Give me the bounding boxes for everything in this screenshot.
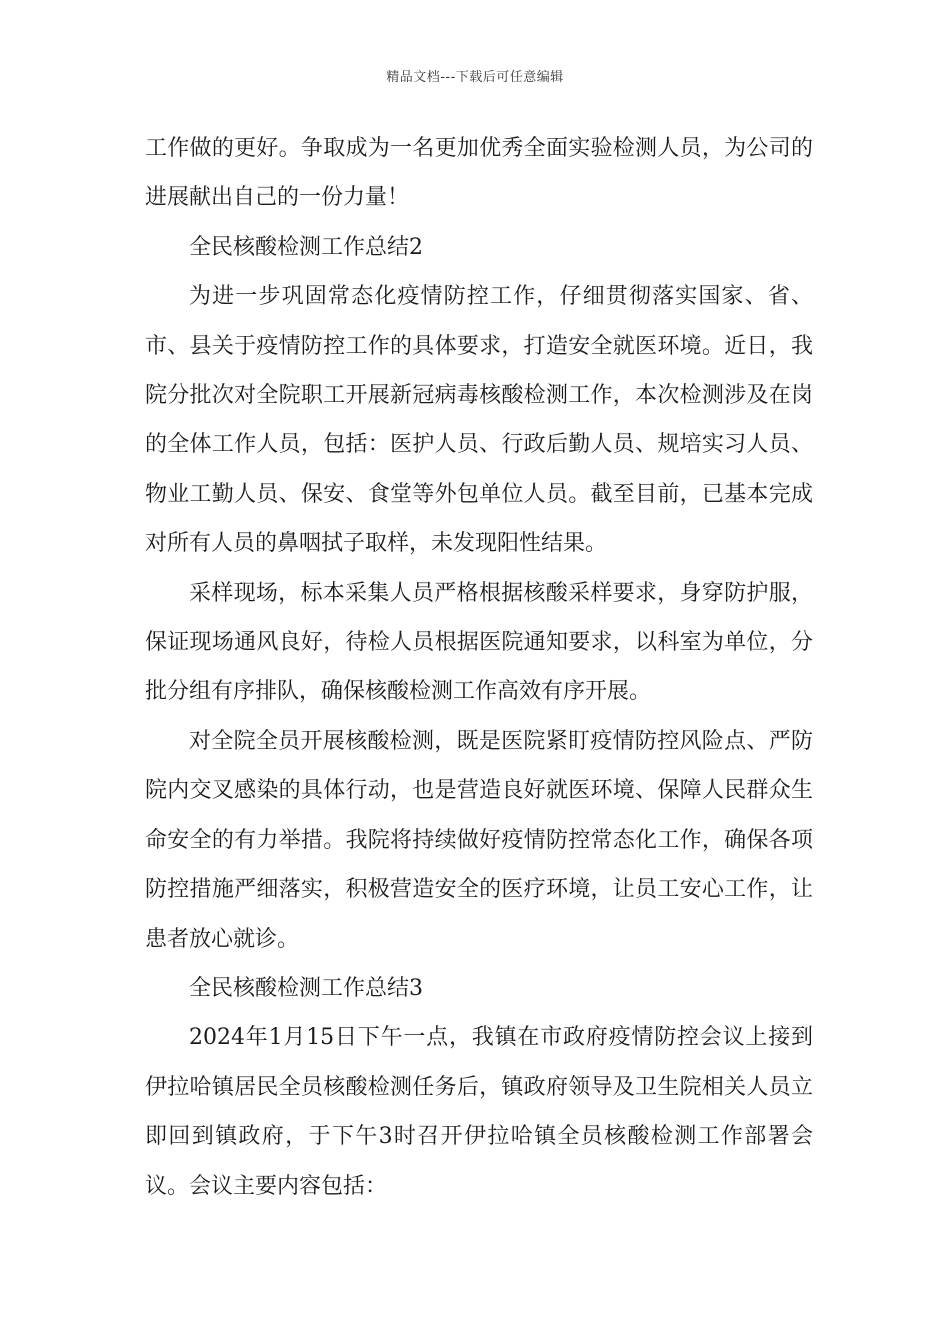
paragraph-continuation: 工作做的更好。争取成为一名更加优秀全面实验检测人员，为公司的进展献出自己的一份力量！: [145, 136, 813, 211]
document-body: [145, 124, 813, 1211]
paragraph: 对全院全员开展核酸检测，既是医院紧盯疫情防控风险点、严防院内交叉感染的具体行动，也是营造良好就医环境、保障人民群众生命安全的有力举措。我院将持续做好疫情防控常态化工作，确保各项防控措施严细落实，积极营造安全的医疗环境，让员工安心工作，让患者放心就诊。: [145, 728, 813, 952]
section-heading-3: 全民核酸检测工作总结3: [189, 975, 423, 1001]
section-heading-2: 全民核酸检测工作总结2: [189, 234, 423, 260]
page-header: 精品文档---下载后可任意编辑: [386, 70, 564, 85]
paragraph: 采样现场，标本采集人员严格根据核酸采样要求，身穿防护服，保证现场通风良好，待检人员根据医院通知要求，以科室为单位，分批分组有序排队，确保核酸检测工作高效有序开展。: [145, 580, 813, 705]
paragraph: 为进一步巩固常态化疫情防控工作，仔细贯彻落实国家、省、市、县关于疫情防控工作的具体要求，打造安全就医环境。近日，我院分批次对全院职工开展新冠病毒核酸检测工作，本次检测涉及在岗的全体工作人员，包括：医护人员、行政后勤人员、规培实习人员、物业工勤人员、保安、食堂等外包单位人员。截至目前，已基本完成对所有人员的鼻咽拭子取样，未发现阳性结果。: [145, 284, 813, 557]
paragraph: 2024年1月15日下午一点，我镇在市政府疫情防控会议上接到伊拉哈镇居民全员核酸检测任务后，镇政府领导及卫生院相关人员立即回到镇政府，于下午3时召开伊拉哈镇全员核酸检测工作部署会议。会议主要内容包括：: [145, 1025, 813, 1199]
